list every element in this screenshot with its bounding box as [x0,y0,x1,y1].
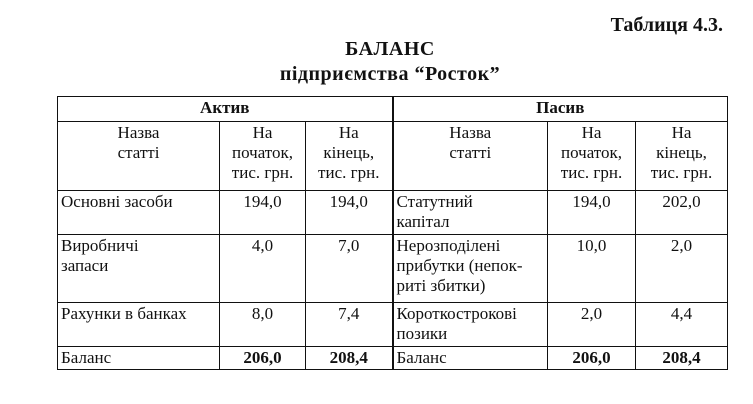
document-title: БАЛАНС [345,38,435,60]
asset-start-cell: 194,0 [220,191,306,235]
table-row [58,191,728,235]
liab-end-cell: 2,0 [636,235,728,303]
liab-name-cell: Статутний капітал [393,191,548,235]
liab-end-cell: 4,4 [636,303,728,347]
table-row [58,303,728,347]
asset-name-cell: Основні засоби [58,191,220,235]
asset-name-cell: Виробничі запаси [58,235,220,303]
header-asset-start: На початок, тис. грн. [220,122,306,191]
liab-total-end: 208,4 [636,347,728,370]
liab-start-cell: 10,0 [548,235,636,303]
balance-table [57,96,728,370]
liab-total-start: 206,0 [548,347,636,370]
asset-start-cell: 8,0 [220,303,306,347]
liab-total-label: Баланс [393,347,548,370]
header-asset-end: На кінець, тис. грн. [306,122,393,191]
section-liabilities: Пасив [393,97,728,122]
asset-total-start: 206,0 [220,347,306,370]
table-caption: Таблиця 4.3. [610,14,723,36]
asset-name-cell: Рахунки в банках [58,303,220,347]
asset-end-cell: 194,0 [306,191,393,235]
liab-start-cell: 2,0 [548,303,636,347]
asset-start-cell: 4,0 [220,235,306,303]
header-liab-end: На кінець, тис. грн. [636,122,728,191]
header-liab-start: На початок, тис. грн. [548,122,636,191]
header-asset-name: Назва статті [58,122,220,191]
asset-end-cell: 7,4 [306,303,393,347]
totals-row [58,347,728,370]
asset-total-label: Баланс [58,347,220,370]
liab-start-cell: 194,0 [548,191,636,235]
liab-name-cell: Нерозподілені прибутки (непок- риті збитки) [393,235,548,303]
header-liab-name: Назва статті [393,122,548,191]
document-subtitle: підприємства “Росток” [279,63,501,85]
liab-end-cell: 202,0 [636,191,728,235]
liab-name-cell: Короткострокові позики [393,303,548,347]
table-row [58,235,728,303]
section-assets: Актив [58,97,393,122]
asset-total-end: 208,4 [306,347,393,370]
asset-end-cell: 7,0 [306,235,393,303]
